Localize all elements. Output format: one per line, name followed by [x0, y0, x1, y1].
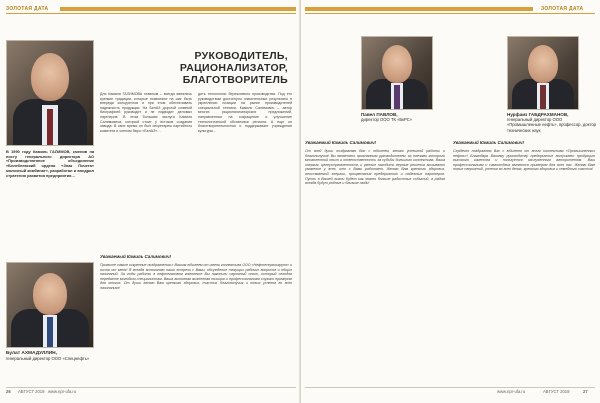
greeting-heading-right-2: Уважаемый Камиль Салимович! [453, 140, 524, 145]
greeting-text-left: Примите самые искренние поздравления с Вашим юбилеем от имени коллектива ООО «Нефтесервисгрупп» и лично от меня! Я всегда вспоминаю наши встречи с Вами, обсуждение текущих рабочих вопросов и общих начинаний. За годы работы в нефтегазовом комплексе Вы накопили огромный опыт, который сегодня передаете молодым специалистам. Ваша активная жизненная позиция и профессионализм служат примером для многих. От души желаю Вам крепкого здоровья, счастья, благополучия и новых успехов во всех начинаниях! [100, 263, 292, 290]
greeting-text-right-1: От всей души поздравляю Вас с юбилеем, желаю успешной работы и благополучия! Вы являетесь признанным руководителем, за плечами которого многолетний опыт и ответственность за судьбы большого коллектива. Ваша энергия, целеустремленность и умение находить верные решения вызывают уважение у всех, кто с Вами работает. Желаю Вам крепкого здоровья, неиссякаемой энергии, процветания предприятию и надежных партнеров. Пусть в Вашей жизни будет как можно больше радостных событий, а рядом всегда будут родные и близкие люди! [305, 149, 445, 186]
site-left: www.npr-ufa.ru [48, 389, 77, 394]
greeting-heading-right-1: Уважаемый Камиль Салимович! [305, 140, 376, 145]
page-number-left: 26 [6, 389, 11, 394]
person-name: Нурфаиз ГАБДРАХМАНОВ, [507, 112, 569, 117]
portrait-akhmadullin [6, 262, 94, 348]
header-rule-right [305, 13, 595, 14]
header-bar-left [60, 7, 296, 11]
page-number-right: 27 [583, 389, 588, 394]
footer-rule-left [6, 387, 296, 388]
lead-column-1: Для Камиля ГАЛИМОВА главным – всегда являлись крепкие традиции, которые позволяют на шаг быть впереди конкурентов и при этом обеспечивать надежность продукции. На БелАЗ дорогой славной биографией руководит и не подводит деловых партнеров. В этом большая заслуга Камиля Салимовича, который стоит у истоков создания завода. В свое время он был секретарем партийного комитета и членом бюро «БелАЗ»… [100, 92, 192, 133]
title-line-1: РУКОВОДИТЕЛЬ, [194, 50, 288, 62]
issue-left: АВГУСТ 2019 [18, 389, 45, 394]
right-page [301, 0, 600, 403]
lead-column-2: дить технологии бережливого производства. Под его руководством достигнуты значительные результаты в укреплении позиции на рынке производителей специальной техники. Камиль Салимович – автор многих рационализаторских предложений, направленных на сокращение и улучшение технологической обстановки региона. А еще он благотворительностью и поддерживает учреждения культуры… [198, 92, 292, 133]
footer-rule-right [305, 387, 595, 388]
greeting-text-right-2: Сердечно поздравляю Вас с юбилеем от всего коллектива «Промышленных нефть»! Благодаря Вашему руководству предприятие выпускает продукцию высокого качества и пользуется заслуженным авторитетом. Ваш профессионализм и самоотдача являются примером для всех нас. Желаю Вам новых свершений, успехов во всех делах, крепкого здоровья и семейного счастья! [453, 149, 595, 172]
caption-pavlov [361, 112, 441, 122]
title-line-2: РАЦИОНАЛИЗАТОР, [179, 62, 288, 74]
article-title [98, 50, 288, 86]
header-rule-left [6, 13, 296, 14]
section-header-right: ЗОЛОТАЯ ДАТА [541, 6, 584, 12]
caption-gabdrakhmanov [507, 112, 597, 133]
site-right: www.npr-ufa.ru [497, 389, 526, 394]
caption-akhmadullin [6, 351, 94, 361]
portrait-pavlov [361, 36, 433, 110]
person-name: Павел ПАВЛОВ, [361, 112, 398, 117]
person-role: генеральный директор ООО «Промышленные нефть», профессор, доктор технических наук [507, 117, 596, 133]
person-role: директор ООО ТК «БкРС» [361, 117, 413, 123]
intro-caption: В 1990 году Камиль ГАЛИМОВ, сменив на посту генерального директора АО «Производственное объединение «Белебеевский ордена «Знак Почета» молочный комбинат», разработал и внедрил стратегию развития предприятия… [6, 149, 94, 178]
person-name: Булат АХМАДУЛЛИН, [6, 351, 57, 356]
title-line-3: БЛАГОТВОРИТЕЛЬ [182, 74, 288, 86]
person-role: генеральный директор ООО «Спецнефть» [6, 356, 90, 362]
header-bar-right [305, 7, 533, 11]
portrait-galimov [6, 40, 94, 146]
issue-right: АВГУСТ 2019 [543, 389, 570, 394]
section-header-left: ЗОЛОТАЯ ДАТА [6, 6, 49, 12]
portrait-gabdrakhmanov [507, 36, 579, 110]
greeting-heading-left: Уважаемый Камиль Салимович! [100, 254, 171, 259]
